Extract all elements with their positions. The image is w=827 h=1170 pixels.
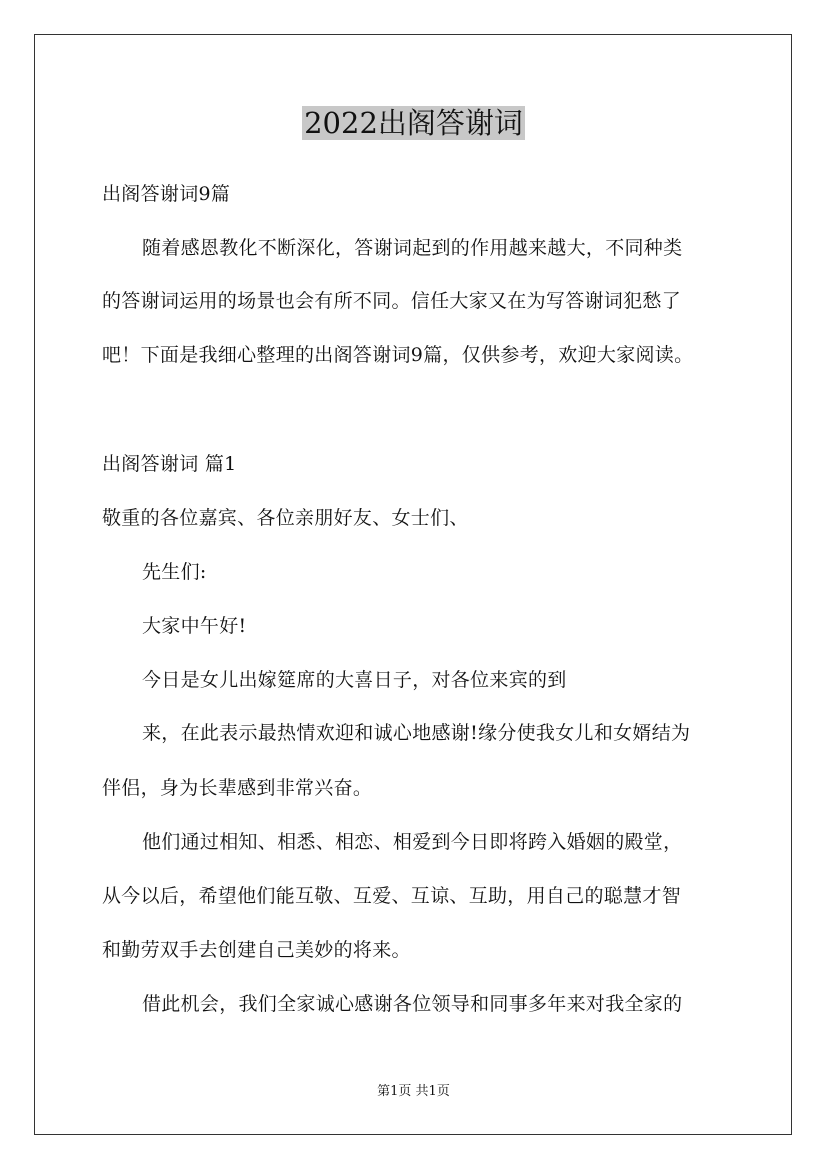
page-footer: 第1页 共1页 bbox=[377, 1084, 450, 1099]
intro-line-1: 随着感恩教化不断深化，答谢词起到的作用越来越大，不同种类 bbox=[142, 237, 683, 259]
body-line-10: 借此机会，我们全家诚心感谢各位领导和同事多年来对我全家的 bbox=[142, 993, 683, 1015]
intro-line-2: 的答谢词运用的场景也会有所不同。信任大家又在为写答谢词犯愁了 bbox=[102, 290, 682, 312]
document-subtitle: 出阁答谢词9篇 bbox=[102, 183, 231, 205]
intro-line-3: 吧！下面是我细心整理的出阁答谢词9篇，仅供参考，欢迎大家阅读。 bbox=[102, 344, 694, 366]
body-line-8: 从今以后，希望他们能互敬、互爱、互谅、互助，用自己的聪慧才智 bbox=[102, 885, 682, 907]
body-line-7: 他们通过相知、相悉、相恋、相爱到今日即将跨入婚姻的殿堂， bbox=[142, 831, 683, 853]
body-line-5: 来，在此表示最热情欢迎和诚心地感谢!缘分使我女儿和女婿结为 bbox=[142, 722, 691, 744]
body-line-9: 和勤劳双手去创建自己美妙的将来。 bbox=[102, 939, 411, 961]
body-line-3: 大家中午好! bbox=[142, 615, 247, 637]
body-line-2: 先生们: bbox=[142, 561, 207, 583]
section-heading: 出阁答谢词 篇1 bbox=[102, 453, 237, 475]
document-title-text: 2022出阁答谢词 bbox=[304, 106, 523, 140]
body-line-4: 今日是女儿出嫁筵席的大喜日子，对各位来宾的到 bbox=[142, 669, 567, 691]
body-line-6: 伴侣，身为长辈感到非常兴奋。 bbox=[102, 777, 373, 799]
body-line-1: 敬重的各位嘉宾、各位亲朋好友、女士们、 bbox=[102, 507, 469, 529]
document-title bbox=[0, 104, 827, 142]
